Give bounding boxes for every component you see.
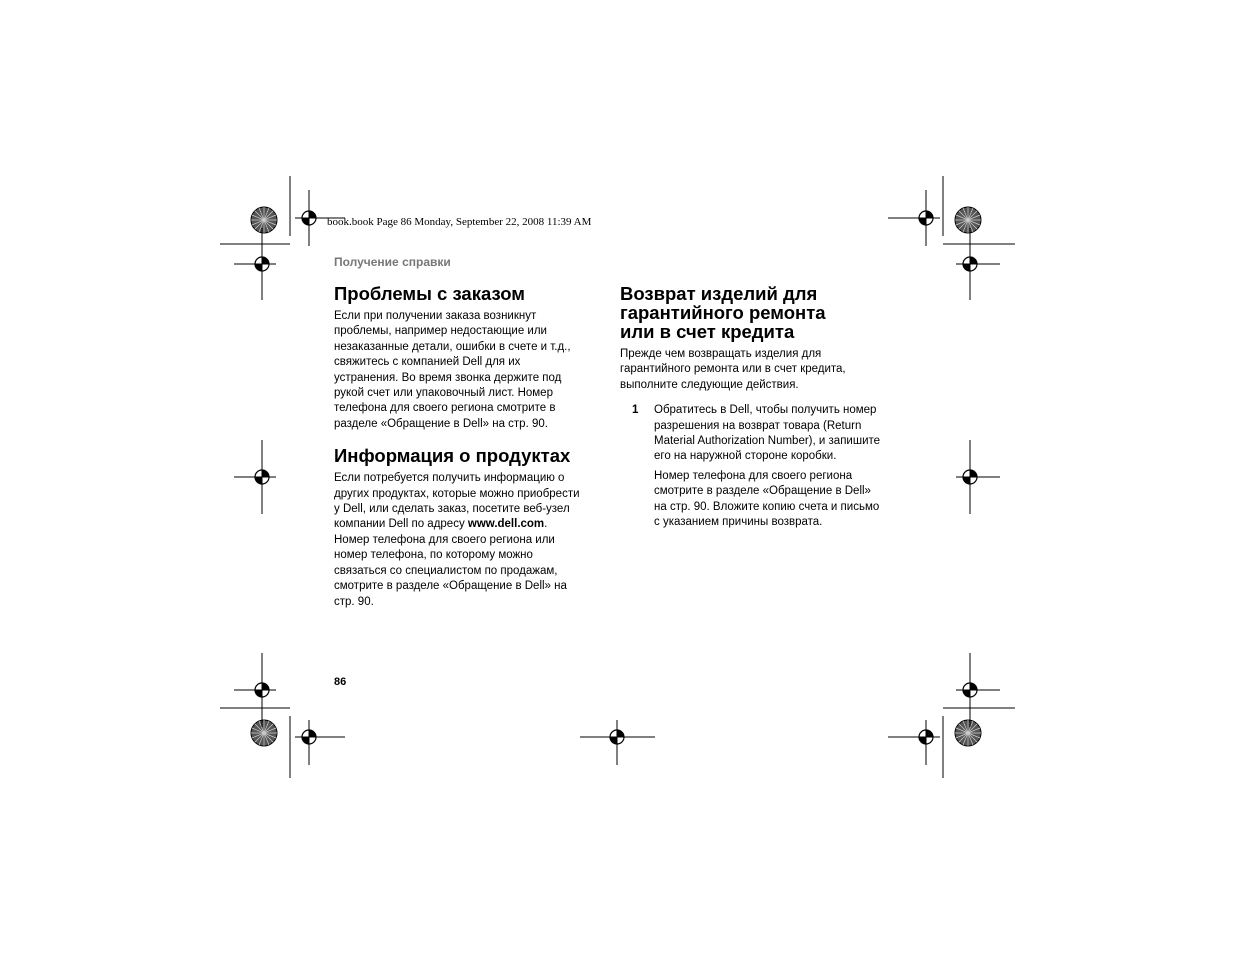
heading-returns-line2: гарантийного ремонта <box>620 302 826 323</box>
heading-returns-line3: или в счет кредита <box>620 321 795 342</box>
product-info-text-before: Если потребуется получить информацию о других продуктах, которые можно приобрести у Dell, или сделать заказ, посетите веб-узел компании Dell по адресу <box>334 472 580 531</box>
running-head: Получение справки <box>334 255 451 269</box>
dell-website-link: www.dell.com <box>467 518 545 531</box>
page-number: 86 <box>334 676 347 688</box>
order-problems-text: Если при получении заказа возникнут проблемы, например недостающие или незаказанные детали, ошибки в счете и т.д., свяжитесь с компанией Dell для их устранения. Во время звонка держите под рукой счет или упаковочный лист. Номер телефона для своего региона смотрите в разделе «Обращение в Dell» на стр. 90. <box>334 310 571 430</box>
right-column <box>620 284 882 530</box>
product-info-text <box>334 471 584 610</box>
step-1-text: Обратитесь в Dell, чтобы получить номер разрешения на возврат товара (Return Material Authorization Number), и запишите его на наружной стороне коробки. <box>654 404 881 463</box>
heading-product-info: Информация о продуктах <box>334 445 571 467</box>
product-info-text-after: . Номер телефона для своего региона или номер телефона, по которому можно связаться со специалистом по продажам, смотрите в разделе «Обращение в Dell» на стр. 90. <box>334 518 567 608</box>
returns-intro: Прежде чем возвращать изделия для гарантийного ремонта или в счет кредита, выполните следующие действия. <box>620 348 846 391</box>
section-order-problems <box>334 284 584 432</box>
left-column <box>334 284 584 610</box>
heading-order-problems: Проблемы с заказом <box>334 283 525 304</box>
section-returns <box>620 284 882 530</box>
step-1 <box>620 403 882 530</box>
step-1-number: 1 <box>632 404 639 417</box>
section-product-info <box>334 446 584 610</box>
heading-returns <box>620 284 882 341</box>
heading-returns-line1: Возврат изделий для <box>620 283 818 304</box>
step-1-note: Номер телефона для своего региона смотрите в разделе «Обращение в Dell» на стр. 90. Вложите копию счета и письмо с указанием причины возврата. <box>654 469 880 529</box>
file-slug: book.book Page 86 Monday, September 22, 2008 11:39 AM <box>327 216 592 228</box>
